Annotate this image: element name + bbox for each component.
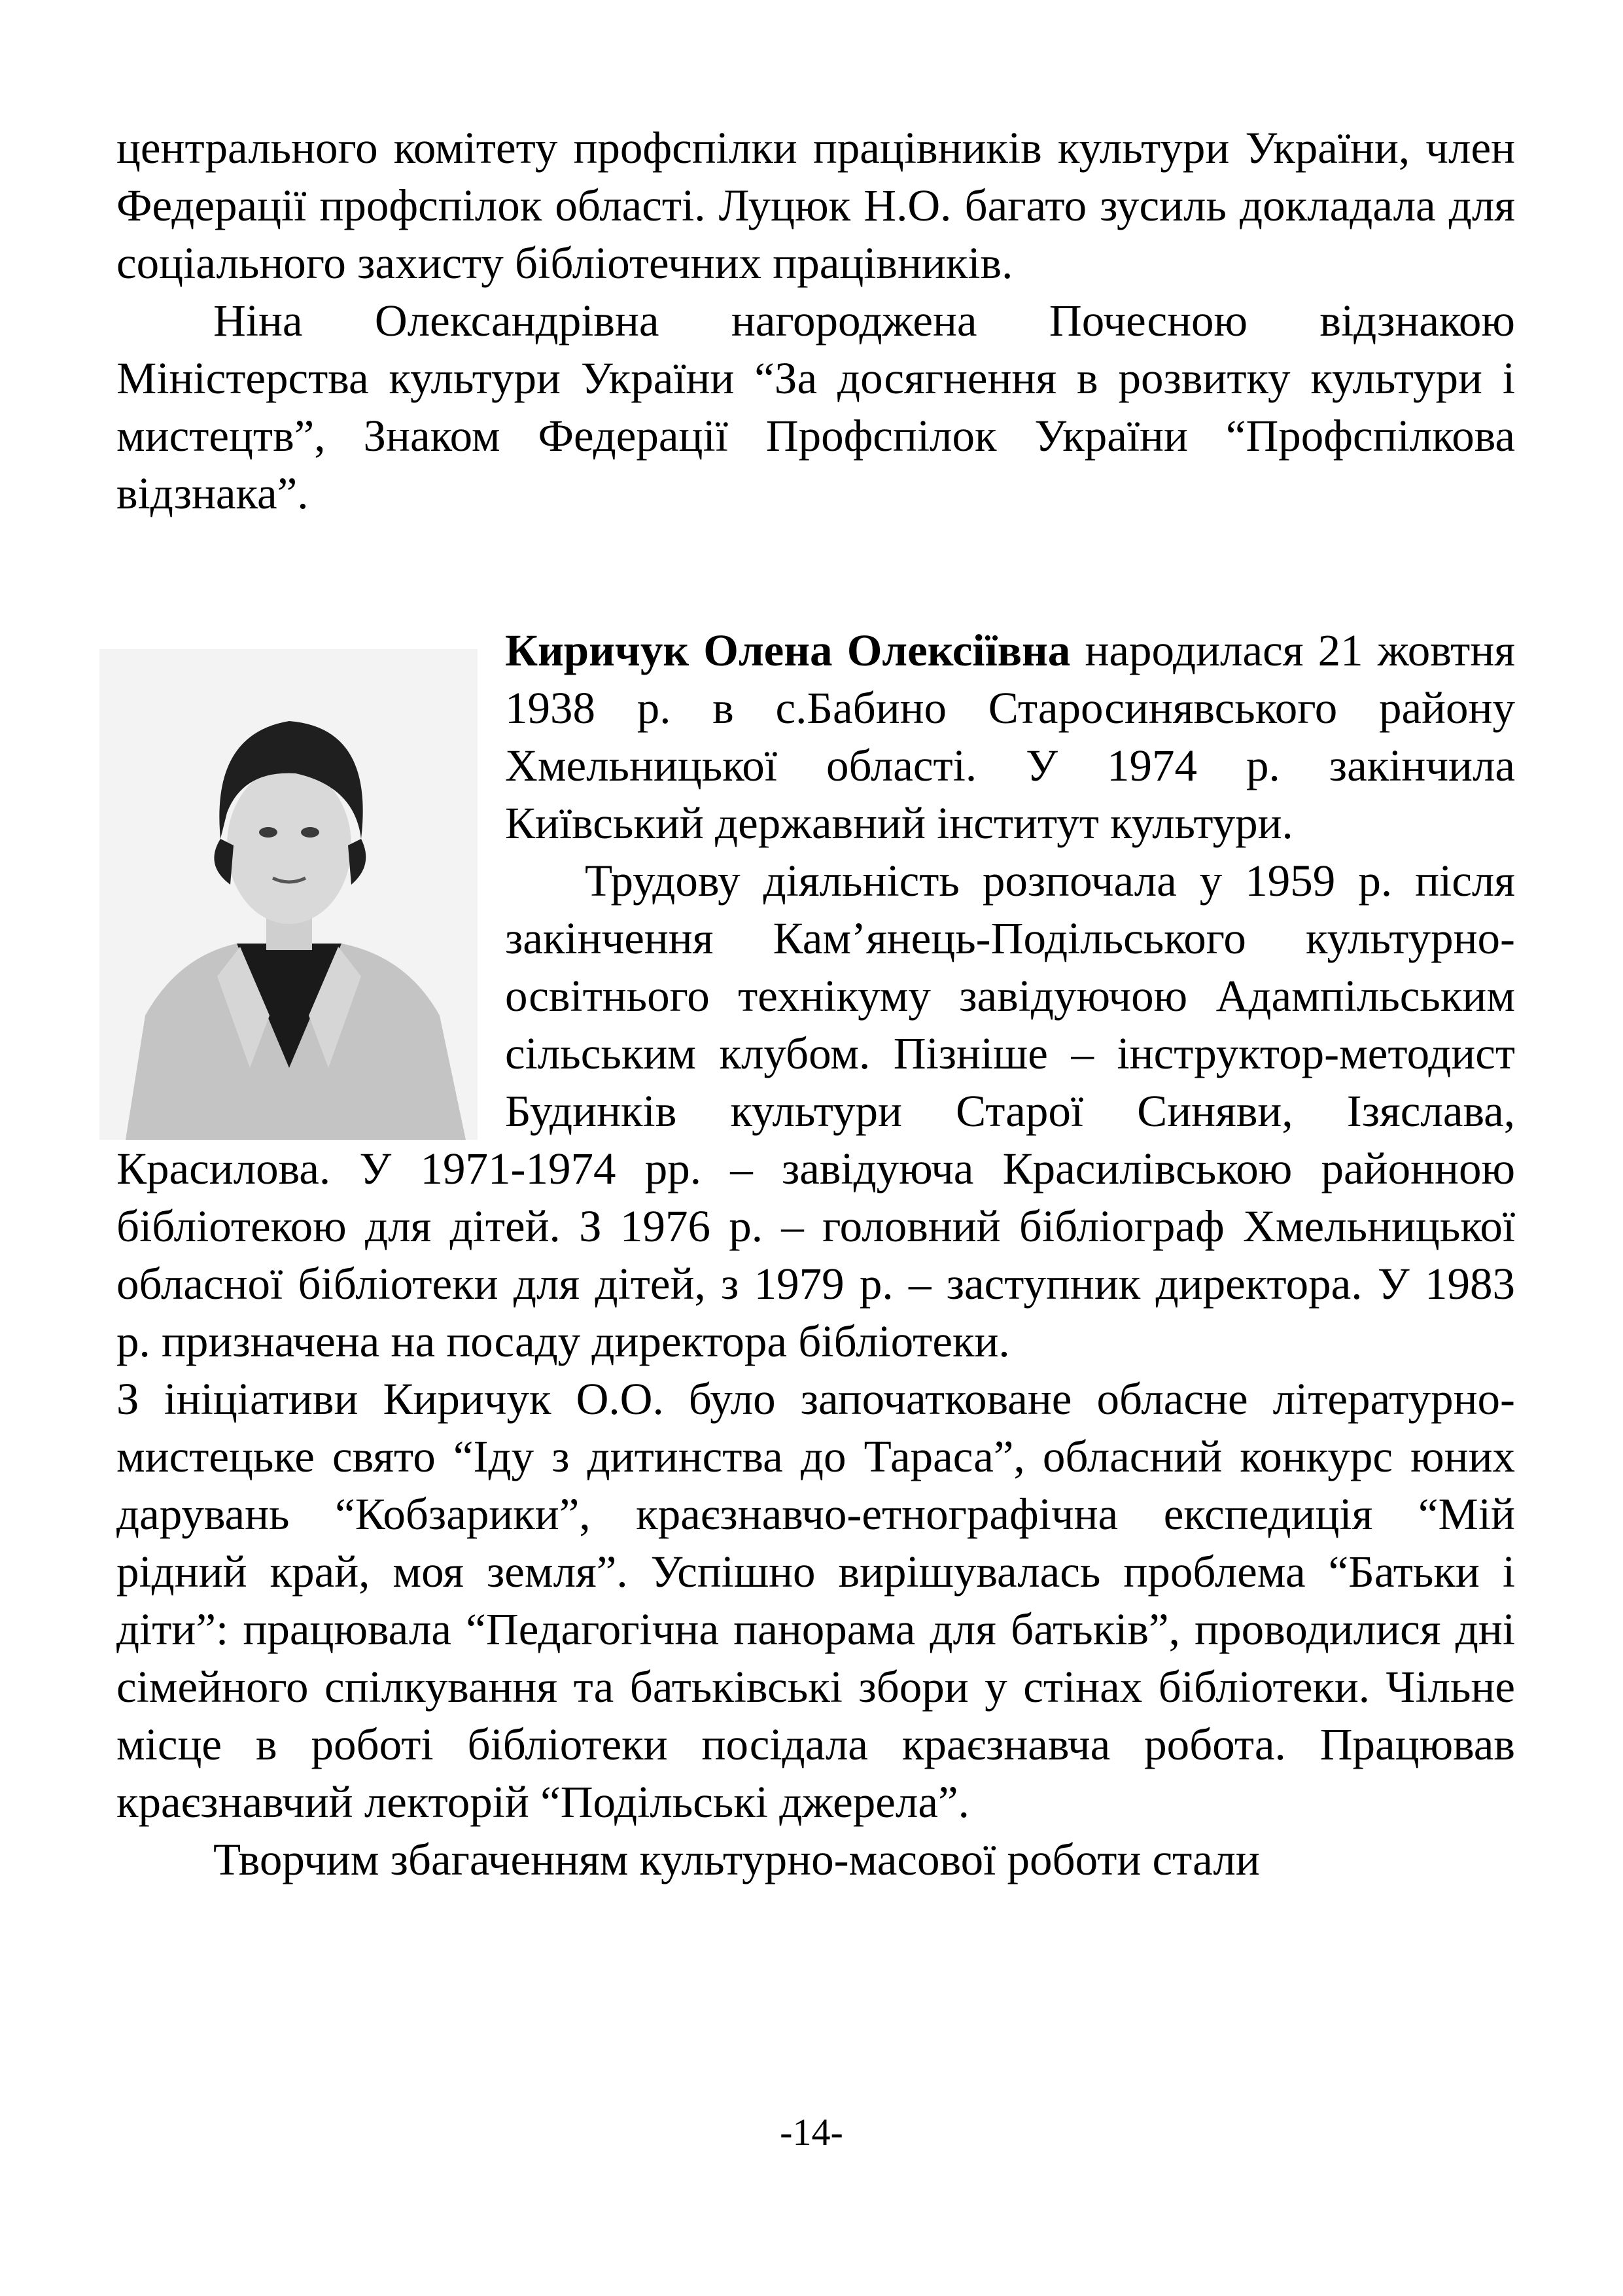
portrait-photo: [99, 649, 478, 1140]
paragraph: З ініціативи Киричук О.О. було започатковане обласне літературно-мистецьке свято “Іду з дитинства до Тараса”, обласний конкурс юних дарувань “Кобзарики”, краєзнавчо-етнографічна експедиція “Мій рідний край, моя земля”. Успішно вирішувалась проблема “Батьки і діти”: працювала “Педагогічна панорама для батьків”, проводилися дні сімейного спілкування та батьківські збори у стінах бібліотеки. Чільне місце в роботі бібліотеки посідала краєзнавча робота. Працював краєзнавчий лекторій “Подільські джерела”.: [116, 1374, 1515, 1827]
paragraph: Трудову діяльність розпочала у 1959 р. після закінчення Кам’янець-Подільського культурно-освітнього технікуму завідуючою Адампільським сільським клубом. Пізніше – інструктор-методист Будинків культури Старої Синяви, Ізяслава, Красилова. У 1971-1974 рр. – завідуюча Красилівською районною бібліотекою для дітей. З 1976 р. – головний бібліограф Хмельницької обласної бібліотеки для дітей, з 1979 р. – заступник директора. У 1983 р. призначена на посаду директора бібліотеки.: [116, 856, 1515, 1366]
paragraph: центрального комітету профспілки працівників культури України, член Федерації профспілок області. Луцюк Н.О. багато зусиль докладала для соціального захисту бібліотечних працівників.: [116, 123, 1515, 288]
top-text-block: [116, 119, 1515, 522]
paragraph: Творчим збагаченням культурно-масової роботи стали: [213, 1835, 1260, 1884]
page-number: -14-: [780, 2111, 843, 2153]
paragraph-text: народилася 21 жовтня 1938 р. в с.Бабино Старосинявського району Хмельницької області. У 1974 р. закінчила Київський державний інститут культури.: [505, 626, 1515, 848]
person-name: Киричук Олена Олексіївна: [505, 626, 1071, 675]
portrait-image: [99, 649, 478, 1140]
biography-block: [116, 622, 1515, 1888]
paragraph: Ніна Олександрівна нагороджена Почесною відзнакою Міністерства культури України “За досягнення в розвитку культури і мистецтв”, Знаком Федерації Профспілок України “Профспілкова відзнака”.: [116, 296, 1515, 518]
